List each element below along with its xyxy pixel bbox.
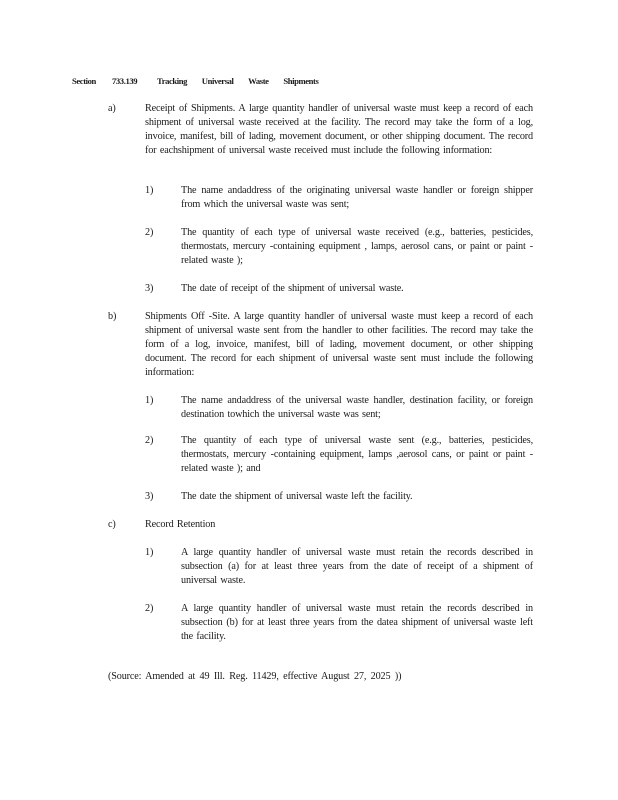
section-title: Tracking Universal Waste Shipments bbox=[157, 76, 319, 86]
list-item: The name andaddress of the originating universal waste handler or foreign shipper from which the universal waste was sent; bbox=[181, 185, 533, 210]
subsection-text: Record Retention bbox=[145, 519, 216, 530]
subsection-text: Shipments Off -Site. A large quantity handler of universal waste must keep a record of each shipment of universal waste sent from the handler to other facilities. The record may take the form of a log, invoice, manifest, bill of lading, movement document, or other shipping document. The record for each shipment of universal waste sent must include the following information: bbox=[145, 311, 533, 378]
section-heading bbox=[72, 74, 372, 88]
list-item: A large quantity handler of universal waste must retain the records described in subsection (a) for at least three years from the date of receipt of a shipment of universal waste. bbox=[181, 547, 533, 586]
item-label: 1) bbox=[145, 547, 154, 558]
item-label: 1) bbox=[145, 185, 154, 196]
subsection-label: b) bbox=[108, 311, 117, 322]
list-item: The quantity of each type of universal waste received (e.g., batteries, pesticides, thermostats, mercury -containing equipment , lamps, aerosol cans, or paint or paint - related waste ); bbox=[181, 227, 533, 266]
item-label: 2) bbox=[145, 227, 154, 238]
list-item: The date the shipment of universal waste left the facility. bbox=[181, 491, 413, 502]
list-item: A large quantity handler of universal waste must retain the records described in subsection (b) for at least three years from the datea shipment of universal waste left the facility. bbox=[181, 603, 533, 642]
list-item: The name andaddress of the universal waste handler, destination facility, or foreign destination towhich the universal waste was sent; bbox=[181, 395, 533, 420]
item-label: 3) bbox=[145, 491, 154, 502]
item-label: 3) bbox=[145, 283, 154, 294]
section-number: 733.139 bbox=[112, 76, 138, 86]
item-label: 1) bbox=[145, 395, 154, 406]
item-label: 2) bbox=[145, 603, 154, 614]
subsection-label: c) bbox=[108, 519, 116, 530]
list-item: The quantity of each type of universal waste sent (e.g., batteries, pesticides, thermostats, mercury -containing equipment, lamps ,aerosol cans, or paint or paint - related waste ); and bbox=[181, 435, 533, 474]
list-item: The date of receipt of the shipment of universal waste. bbox=[181, 283, 404, 294]
subsection-text: Receipt of Shipments. A large quantity handler of universal waste must keep a record of each shipment of universal waste received at the facility. The record may take the form of a log, invoice, manifest, bill of lading, movement document, or other shipping document. The record for eachshipment of universal waste received must include the following information: bbox=[145, 103, 533, 156]
item-label: 2) bbox=[145, 435, 154, 446]
subsection-label: a) bbox=[108, 103, 116, 114]
section-label: Section bbox=[72, 76, 96, 86]
source-note: (Source: Amended at 49 Ill. Reg. 11429, effective August 27, 2025 )) bbox=[108, 671, 402, 682]
